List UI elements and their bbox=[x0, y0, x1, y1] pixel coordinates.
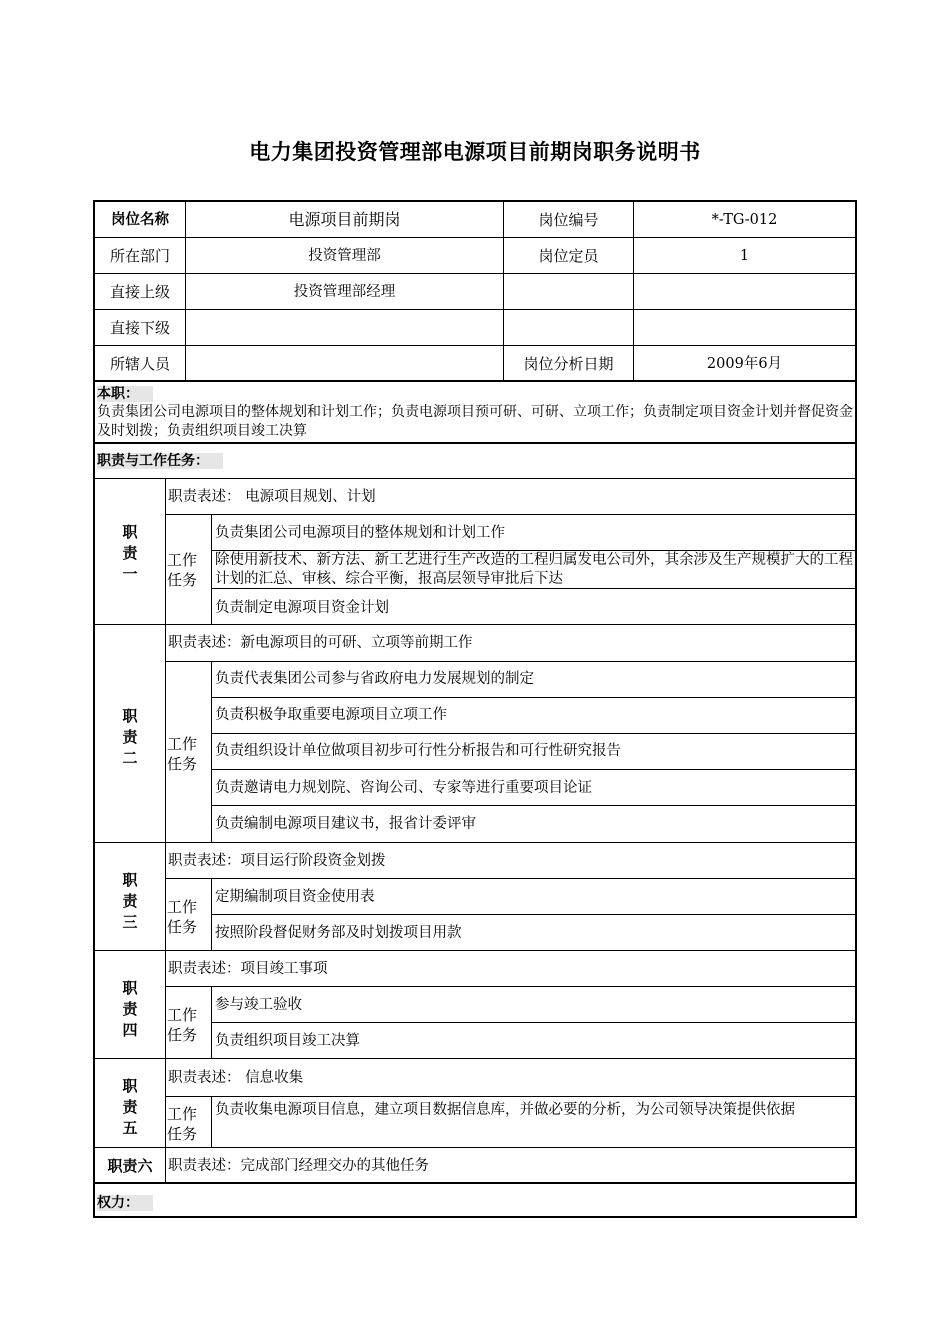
duty-2-description: 职责表述：新电源项目的可研、立项等前期工作 bbox=[168, 635, 473, 651]
row-divider bbox=[166, 1096, 855, 1097]
row-divider bbox=[95, 273, 855, 274]
row-divider bbox=[212, 805, 855, 806]
tasks-heading: 职责与工作任务： bbox=[97, 452, 223, 470]
col-divider bbox=[211, 662, 212, 843]
duty-1-task-2: 除使用新技术、新方法、新工艺进行生产改造的工程归属发电公司外，其余涉及生产规模扩大的工程计划的汇总、审核、综合平衡，报高层领导审批后下达 bbox=[215, 552, 853, 587]
row-divider bbox=[212, 769, 855, 770]
row-divider bbox=[166, 661, 855, 662]
section-divider bbox=[95, 442, 855, 444]
row-divider bbox=[212, 914, 855, 915]
duty-6-description: 职责表述：完成部门经理交办的其他任务 bbox=[168, 1158, 429, 1174]
duty-2-work-task-label: 工作任务 bbox=[167, 735, 198, 773]
position-code-value: *-TG-012 bbox=[711, 212, 778, 228]
duty-2-label: 职责二 bbox=[122, 707, 138, 767]
direct-superior-value: 投资管理部经理 bbox=[293, 284, 396, 300]
row-divider bbox=[212, 1022, 855, 1023]
document-title: 电力集团投资管理部电源项目前期岗职务说明书 bbox=[249, 140, 701, 164]
duty-6-label: 职责六 bbox=[107, 1157, 153, 1175]
duty-2-task-3: 负责组织设计单位做项目初步可行性分析报告和可行性研究报告 bbox=[215, 743, 621, 759]
duty-5-work-task-label: 工作任务 bbox=[167, 1105, 198, 1143]
duty-4-task-2: 负责组织项目竣工决算 bbox=[215, 1033, 360, 1049]
power-label: 权力： bbox=[97, 1194, 153, 1212]
duty-4-task-1: 参与竣工验收 bbox=[215, 997, 302, 1013]
duty-4-description: 职责表述：项目竣工事项 bbox=[168, 961, 328, 977]
position-name-label: 岗位名称 bbox=[111, 212, 169, 228]
duty-5-task-1: 负责收集电源项目信息，建立项目数据信息库，并做必要的分析，为公司领导决策提供依据 bbox=[215, 1102, 795, 1118]
analysis-date-value: 2009年6月 bbox=[706, 356, 783, 372]
analysis-date-label: 岗位分析日期 bbox=[523, 355, 614, 373]
job-description-table bbox=[93, 200, 857, 1218]
row-divider bbox=[95, 624, 855, 625]
duty-1-task-1: 负责集团公司电源项目的整体规划和计划工作 bbox=[215, 525, 505, 541]
duty-3-task-1: 定期编制项目资金使用表 bbox=[215, 889, 375, 905]
col-divider bbox=[165, 479, 166, 1183]
row-divider bbox=[166, 986, 855, 987]
row-divider bbox=[212, 588, 855, 589]
col-divider bbox=[211, 1097, 212, 1147]
row-divider bbox=[95, 1058, 855, 1059]
headcount-value: 1 bbox=[739, 248, 750, 264]
row-divider bbox=[95, 950, 855, 951]
row-divider bbox=[95, 1147, 855, 1148]
department-label: 所在部门 bbox=[109, 247, 170, 265]
direct-superior-label: 直接上级 bbox=[109, 283, 170, 301]
row-divider bbox=[95, 309, 855, 310]
position-code-label: 岗位编号 bbox=[538, 211, 599, 229]
duty-1-description: 职责表述： 电源项目规划、计划 bbox=[168, 489, 376, 505]
col-divider bbox=[211, 987, 212, 1059]
row-divider bbox=[95, 842, 855, 843]
row-divider bbox=[95, 345, 855, 346]
col-divider bbox=[211, 879, 212, 951]
duty-5-description: 职责表述： 信息收集 bbox=[168, 1070, 304, 1086]
duty-1-label: 职责一 bbox=[122, 523, 138, 583]
staff-label: 所辖人员 bbox=[109, 355, 170, 373]
duty-2-task-2: 负责积极争取重要电源项目立项工作 bbox=[215, 707, 447, 723]
duty-2-task-1: 负责代表集团公司参与省政府电力发展规划的制定 bbox=[215, 671, 534, 687]
duty-5-label: 职责五 bbox=[122, 1077, 138, 1137]
headcount-label: 岗位定员 bbox=[538, 247, 599, 265]
duty-2-task-5: 负责编制电源项目建议书，报省计委评审 bbox=[215, 816, 476, 832]
duty-3-task-2: 按照阶段督促财务部及时划拨项目用款 bbox=[215, 925, 462, 941]
row-divider bbox=[166, 878, 855, 879]
col-divider bbox=[211, 515, 212, 624]
section-divider bbox=[95, 478, 855, 479]
position-name-value: 电源项目前期岗 bbox=[288, 210, 401, 229]
duty-4-label: 职责四 bbox=[122, 979, 138, 1039]
row-divider bbox=[212, 733, 855, 734]
duty-3-label: 职责三 bbox=[122, 871, 138, 931]
main-duty-label: 本职： bbox=[97, 385, 153, 403]
main-duty-text: 负责集团公司电源项目的整体规划和计划工作；负责电源项目预可研、可研、立项工作；负责制定项目资金计划并督促资金及时划拨；负责组织项目竣工决算 bbox=[97, 404, 853, 439]
duty-4-work-task-label: 工作任务 bbox=[167, 1006, 198, 1044]
department-value: 投资管理部 bbox=[308, 248, 381, 264]
duty-1-task-3: 负责制定电源项目资金计划 bbox=[215, 600, 389, 616]
row-divider bbox=[166, 514, 855, 515]
section-divider bbox=[95, 380, 855, 382]
duty-3-work-task-label: 工作任务 bbox=[167, 898, 198, 936]
duty-1-work-task-label: 工作任务 bbox=[167, 551, 198, 589]
direct-subordinate-label: 直接下级 bbox=[109, 319, 170, 337]
duty-2-task-4: 负责邀请电力规划院、咨询公司、专家等进行重要项目论证 bbox=[215, 780, 592, 796]
duty-3-description: 职责表述：项目运行阶段资金划拨 bbox=[168, 853, 386, 869]
section-divider bbox=[95, 1182, 855, 1184]
row-divider bbox=[212, 697, 855, 698]
row-divider bbox=[95, 237, 855, 238]
